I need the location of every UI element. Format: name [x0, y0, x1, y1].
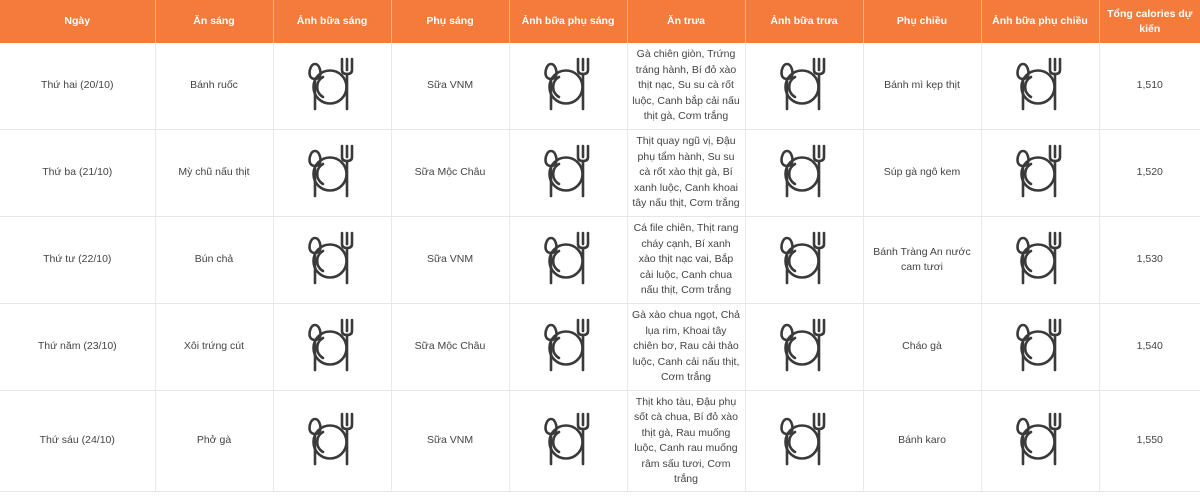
calories-cell: 1,540: [1099, 304, 1200, 391]
afternoon-snack-photo-cell: [981, 217, 1099, 304]
header-lunch: Ăn trưa: [627, 0, 745, 43]
header-day: Ngày: [0, 0, 155, 43]
plate-cutlery-icon: [1010, 53, 1070, 113]
breakfast-cell: Phở gà: [155, 391, 273, 492]
afternoon-snack-cell: Súp gà ngô kem: [863, 130, 981, 217]
day-cell: Thứ ba (21/10): [0, 130, 155, 217]
morning-snack-cell: Sữa VNM: [391, 43, 509, 130]
header-breakfast-photo: Ảnh bữa sáng: [273, 0, 391, 43]
afternoon-snack-cell: Bánh Tràng An nước cam tươi: [863, 217, 981, 304]
morning-snack-photo-cell: [509, 304, 627, 391]
table-row: [0, 304, 1200, 391]
header-morning-snack-photo: Ảnh bữa phụ sáng: [509, 0, 627, 43]
breakfast-photo-cell: [273, 304, 391, 391]
plate-cutlery-icon: [1010, 314, 1070, 374]
day-cell: Thứ năm (23/10): [0, 304, 155, 391]
afternoon-snack-photo-cell: [981, 43, 1099, 130]
morning-snack-photo-cell: [509, 391, 627, 492]
lunch-cell: Gà xào chua ngọt, Chả lụa rim, Khoai tây chiên bơ, Rau cải thảo luộc, Canh cải nấu thịt, Cơm trắng: [627, 304, 745, 391]
lunch-cell: Cá file chiên, Thịt rang cháy cạnh, Bí xanh xào thịt nạc vai, Bắp cải luộc, Canh chua nấu thịt, Cơm trắng: [627, 217, 745, 304]
morning-snack-cell: Sữa Mộc Châu: [391, 304, 509, 391]
breakfast-cell: Bánh ruốc: [155, 43, 273, 130]
header-lunch-photo: Ảnh bữa trưa: [745, 0, 863, 43]
morning-snack-photo-cell: [509, 130, 627, 217]
header-morning-snack: Phụ sáng: [391, 0, 509, 43]
table-row: [0, 391, 1200, 492]
plate-cutlery-icon: [302, 408, 362, 468]
day-cell: Thứ tư (22/10): [0, 217, 155, 304]
calories-cell: 1,550: [1099, 391, 1200, 492]
breakfast-photo-cell: [273, 217, 391, 304]
morning-snack-cell: Sữa VNM: [391, 391, 509, 492]
header-row: [0, 0, 1200, 43]
table-body: [0, 43, 1200, 492]
afternoon-snack-photo-cell: [981, 391, 1099, 492]
header-afternoon-snack-photo: Ảnh bữa phụ chiều: [981, 0, 1099, 43]
table-header: [0, 0, 1200, 43]
afternoon-snack-cell: Bánh mì kẹp thịt: [863, 43, 981, 130]
breakfast-cell: Xôi trứng cút: [155, 304, 273, 391]
morning-snack-cell: Sữa VNM: [391, 217, 509, 304]
morning-snack-photo-cell: [509, 43, 627, 130]
breakfast-photo-cell: [273, 130, 391, 217]
breakfast-cell: Mỳ chũ nấu thịt: [155, 130, 273, 217]
plate-cutlery-icon: [538, 53, 598, 113]
calories-cell: 1,520: [1099, 130, 1200, 217]
breakfast-photo-cell: [273, 43, 391, 130]
lunch-photo-cell: [745, 130, 863, 217]
lunch-photo-cell: [745, 217, 863, 304]
breakfast-cell: Bún chả: [155, 217, 273, 304]
table-row: [0, 130, 1200, 217]
plate-cutlery-icon: [774, 140, 834, 200]
plate-cutlery-icon: [302, 140, 362, 200]
plate-cutlery-icon: [538, 408, 598, 468]
header-breakfast: Ăn sáng: [155, 0, 273, 43]
lunch-cell: Thịt kho tàu, Đậu phụ sốt cà chua, Bí đỏ xào thịt gà, Rau muống luộc, Canh rau muống râm sấu tươi, Cơm trắng: [627, 391, 745, 492]
table-row: [0, 43, 1200, 130]
header-afternoon-snack: Phụ chiều: [863, 0, 981, 43]
plate-cutlery-icon: [774, 227, 834, 287]
header-total-calories: Tổng calories dự kiến: [1099, 0, 1200, 43]
afternoon-snack-photo-cell: [981, 304, 1099, 391]
plate-cutlery-icon: [1010, 140, 1070, 200]
plate-cutlery-icon: [302, 227, 362, 287]
lunch-cell: Gà chiên giòn, Trứng tráng hành, Bí đỏ xào thịt nạc, Su su cà rốt luộc, Canh bắp cải nấu thịt gà, Cơm trắng: [627, 43, 745, 130]
lunch-photo-cell: [745, 304, 863, 391]
plate-cutlery-icon: [1010, 408, 1070, 468]
plate-cutlery-icon: [774, 408, 834, 468]
plate-cutlery-icon: [538, 314, 598, 374]
plate-cutlery-icon: [774, 53, 834, 113]
morning-snack-cell: Sữa Mộc Châu: [391, 130, 509, 217]
afternoon-snack-cell: Bánh karo: [863, 391, 981, 492]
table-row: [0, 217, 1200, 304]
calories-cell: 1,530: [1099, 217, 1200, 304]
plate-cutlery-icon: [1010, 227, 1070, 287]
plate-cutlery-icon: [302, 314, 362, 374]
plate-cutlery-icon: [538, 140, 598, 200]
day-cell: Thứ sáu (24/10): [0, 391, 155, 492]
afternoon-snack-photo-cell: [981, 130, 1099, 217]
afternoon-snack-cell: Cháo gà: [863, 304, 981, 391]
plate-cutlery-icon: [538, 227, 598, 287]
breakfast-photo-cell: [273, 391, 391, 492]
lunch-photo-cell: [745, 43, 863, 130]
lunch-photo-cell: [745, 391, 863, 492]
plate-cutlery-icon: [774, 314, 834, 374]
lunch-cell: Thịt quay ngũ vị, Đậu phụ tẩm hành, Su su cà rốt xào thịt gà, Bí xanh luộc, Canh khoai tây nấu thịt, Cơm trắng: [627, 130, 745, 217]
calories-cell: 1,510: [1099, 43, 1200, 130]
morning-snack-photo-cell: [509, 217, 627, 304]
day-cell: Thứ hai (20/10): [0, 43, 155, 130]
plate-cutlery-icon: [302, 53, 362, 113]
